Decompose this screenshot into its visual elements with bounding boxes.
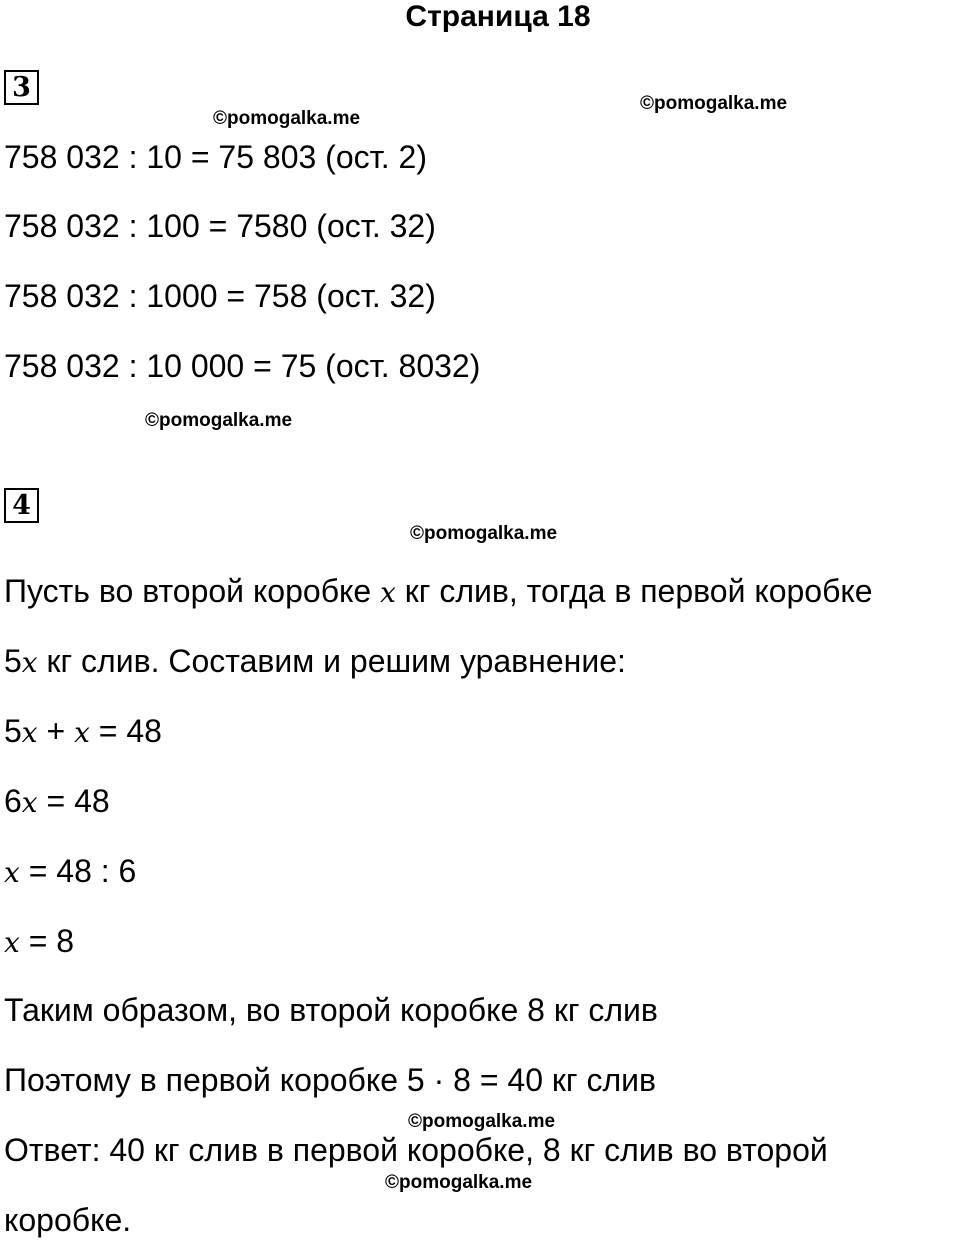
task-number-4: 4 xyxy=(4,488,39,523)
task4-line-5: x = 48 : 6 xyxy=(4,853,137,889)
variable-x: x xyxy=(380,576,396,609)
watermark: ©pomogalka.me xyxy=(408,1111,556,1132)
task3-line-1: 758 032 : 10 = 75 803 (ост. 2) xyxy=(4,139,427,175)
task4-line-8: Поэтому в первой коробке 5 · 8 = 40 кг слив xyxy=(4,1062,656,1098)
variable-x: x xyxy=(21,716,38,749)
task3-line-3: 758 032 : 1000 = 758 (ост. 32) xyxy=(4,278,436,314)
watermark: ©pomogalka.me xyxy=(145,410,293,431)
task-number-3: 3 xyxy=(4,70,39,105)
watermark: ©pomogalka.me xyxy=(640,93,788,114)
task4-line-6: x = 8 xyxy=(4,923,75,959)
variable-x: x xyxy=(4,926,20,959)
task4-line-1: Пусть во второй коробке x кг слив, тогда в первой коробке xyxy=(4,573,873,609)
watermark: ©pomogalka.me xyxy=(410,523,558,544)
variable-x: x xyxy=(74,716,90,749)
watermark: ©pomogalka.me xyxy=(213,108,361,129)
task3-line-2: 758 032 : 100 = 7580 (ост. 32) xyxy=(4,208,436,244)
task4-answer-cont: коробке. xyxy=(4,1202,132,1238)
page-title: Страница 18 xyxy=(405,0,591,33)
task3-line-4: 758 032 : 10 000 = 75 (ост. 8032) xyxy=(4,348,481,384)
variable-x: x xyxy=(4,856,20,889)
watermark: ©pomogalka.me xyxy=(385,1172,533,1193)
task4-line-2: 5x кг слив. Составим и решим уравнение: xyxy=(4,643,626,679)
task4-line-4: 6x = 48 xyxy=(4,783,110,819)
variable-x: x xyxy=(21,646,38,679)
task4-answer: Ответ: 40 кг слив в первой коробке, 8 кг слив во второй xyxy=(4,1132,828,1168)
variable-x: x xyxy=(21,786,38,819)
task4-line-7: Таким образом, во второй коробке 8 кг слив xyxy=(4,992,658,1028)
task4-line-3: 5x + x = 48 xyxy=(4,713,162,749)
